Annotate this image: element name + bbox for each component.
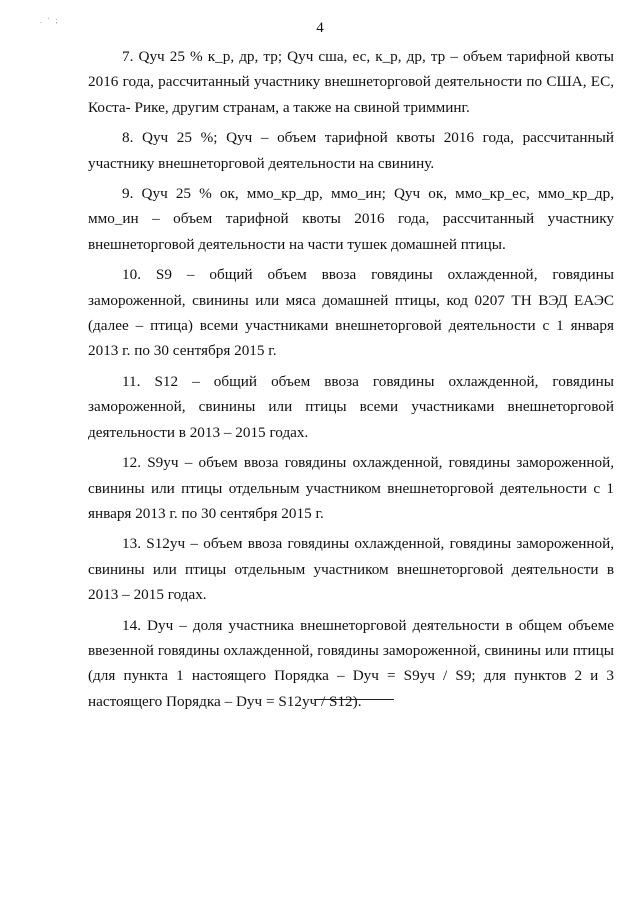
end-divider-line [314, 699, 394, 700]
scan-artifact: . ' ; [40, 16, 60, 25]
paragraph-10: 10. S9 – общий объем ввоза говядины охлажденной, говядины замороженной, свинины или мяса домашней птицы, код 0207 ТН ВЭД ЕАЭС (далее – птица) всеми участниками внешнеторговой деятельности с 1 января 2013 г. по 30 сентября 2015 г. [88, 266, 614, 360]
page-number: 4 [316, 20, 324, 36]
paragraph-9: 9. Qуч 25 % ок, ммо_кр_др, ммо_ин; Qуч ок, ммо_кр_ес, ммо_кр_др, ммо_ин – объем тарифной квоты 2016 года, рассчитанный участнику внешнеторговой деятельности на части тушек домашней птицы. [88, 185, 614, 253]
paragraph-7: 7. Qуч 25 % к_р, др, тр; Qуч сша, ес, к_р, др, тр – объем тарифной квоты 2016 года, рассчитанный участнику внешнеторговой деятельности по США, ЕС, Коста- Рике, другим странам, а также на свиной тримминг. [88, 48, 614, 116]
paragraph-8: 8. Qуч 25 %; Qуч – объем тарифной квоты 2016 года, рассчитанный участнику внешнеторговой деятельности на свинину. [88, 129, 614, 172]
paragraph-12: 12. S9уч – объем ввоза говядины охлажденной, говядины замороженной, свинины или птицы отдельным участником внешнеторговой деятельности с 1 января 2013 г. по 30 сентября 2015 г. [88, 454, 614, 522]
paragraph-13: 13. S12уч – объем ввоза говядины охлажденной, говядины замороженной, свинины или птицы отдельным участником внешнеторговой деятельности в 2013 – 2015 годах. [88, 535, 614, 604]
paragraph-14: 14. Dуч – доля участника внешнеторговой деятельности в общем объеме ввезенной говядины охлажденной, говядины замороженной, свинины или птицы (для пункта 1 настоящего Порядка – Dуч = S9уч / S9; для пунктов 2 и 3 настоящего Порядка – Dуч = S12уч / S12). [88, 616, 614, 710]
paragraph-11: 11. S12 – общий объем ввоза говядины охлажденной, говядины замороженной, свинины или птицы всеми участниками внешнеторговой деятельности в 2013 – 2015 годах. [88, 372, 614, 441]
document-body [88, 44, 614, 719]
